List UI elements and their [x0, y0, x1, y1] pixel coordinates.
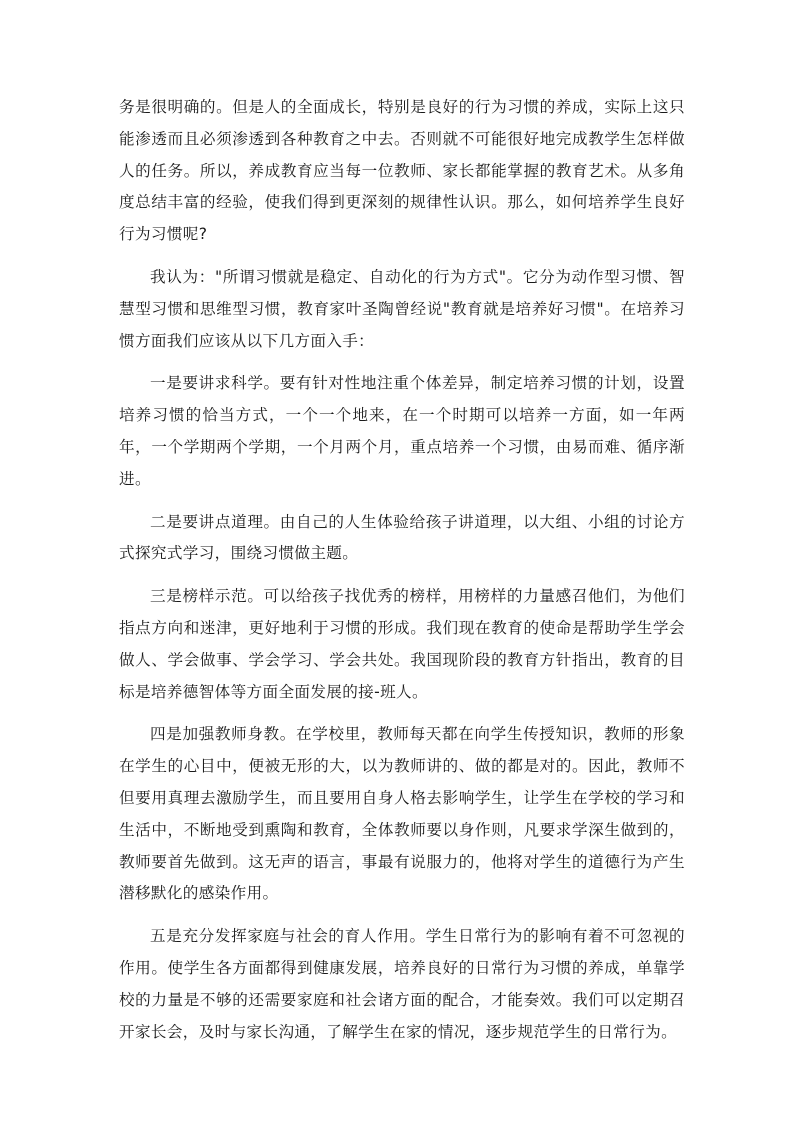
paragraph-continuation: 务是很明确的。但是人的全面成长，特别是良好的行为习惯的养成，实际上这只能渗透而且必须渗透到各种教育之中去。否则就不可能很好地完成教学生怎样做人的任务。所以，养成教育应当每一位教师、家长都能掌握的教育艺术。从多角度总结丰富的经验，使我们得到更深刻的规律性认识。那么，如何培养学生良好行为习惯呢?: [119, 98, 685, 244]
paragraph-habit-definition: 我认为："所谓习惯就是稳定、自动化的行为方式"。它分为动作型习惯、智慧型习惯和思维型习惯，教育家叶圣陶曾经说"教育就是培养好习惯"。在培养习惯方面我们应该从以下几方面入手：: [119, 267, 685, 350]
paragraph-point-three: 三是榜样示范。可以给孩子找优秀的榜样，用榜样的力量感召他们，为他们指点方向和迷津，更好地利于习惯的形成。我们现在教育的使命是帮助学生学会做人、学会做事、学会学习、学会共处。我国现阶段的教育方针指出，教育的目标是培养德智体等方面全面发展的接-班人。: [119, 587, 685, 701]
paragraph-point-one: 一是要讲求科学。要有针对性地注重个体差异，制定培养习惯的计划，设置培养习惯的恰当方式，一个一个地来，在一个时期可以培养一方面，如一年两年，一个学期两个学期，一个月两个月，重点培养一个习惯，由易而难、循序渐进。: [119, 374, 685, 488]
paragraph-point-four: 四是加强教师身教。在学校里，教师每天都在向学生传授知识，教师的形象在学生的心目中，便被无形的大，以为教师讲的、做的都是对的。因此，教师不但要用真理去激励学生，而且要用自身人格去影响学生，让学生在学校的学习和生活中，不断地受到熏陶和教育，全体教师要以身作则，凡要求学深生做到的，教师要首先做到。这无声的语言，事最有说服力的，他将对学生的道德行为产生潜移默化的感染作用。: [119, 725, 685, 903]
paragraph-point-five: 五是充分发挥家庭与社会的育人作用。学生日常行为的影响有着不可忽视的作用。使学生各方面都得到健康发展，培养良好的日常行为习惯的养成，单靠学校的力量是不够的还需要家庭和社会诸方面的配合，才能奏效。我们可以定期召开家长会，及时与家长沟通，了解学生在家的情况，逐步规范学生的日常行为。: [119, 927, 685, 1041]
paragraph-point-two: 二是要讲点道理。由自己的人生体验给孩子讲道理，以大组、小组的讨论方式探究式学习，围绕习惯做主题。: [119, 512, 685, 563]
document-body: [119, 92, 685, 1059]
